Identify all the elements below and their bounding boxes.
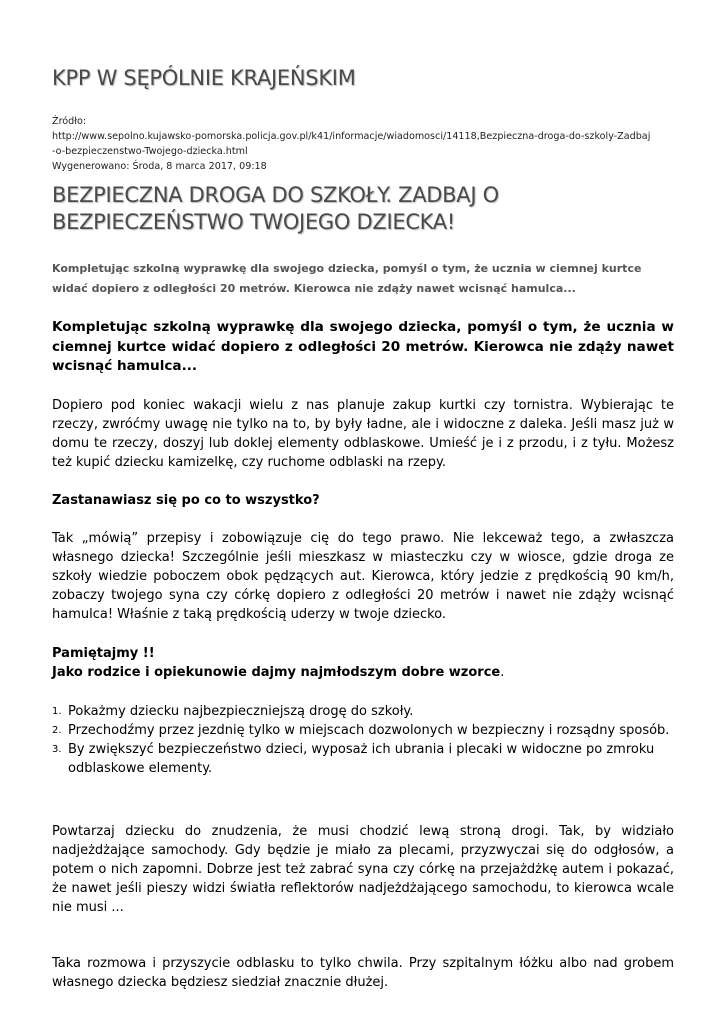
list-item — [52, 702, 674, 721]
source-url-line-2: -o-bezpieczenstwo-Twojego-dziecka.html — [52, 146, 248, 157]
list-text: By zwiększyć bezpieczeństwo dzieci, wyposaż ich ubrania i plecaki w widoczne po zmroku odblaskowe elementy. — [68, 741, 655, 776]
article-body — [52, 318, 674, 992]
source-url-line-1: http://www.sepolno.kujawsko-pomorska.policja.gov.pl/k41/informacje/wiadomosci/14118,Bezpieczna-droga-do-szkoly-Zadbaj — [52, 131, 651, 142]
list-item — [52, 721, 674, 740]
remember-heading: Pamiętajmy !! — [52, 645, 155, 661]
paragraph-left-side: Powtarzaj dziecku do znudzenia, że musi chodzić lewą stroną drogi. Tak, by widziało nadjeżdżające samochody. Gdy będzie je miało za plecami, przyzwyczai się do odgłosów, a potem o nich zapomni. Dobrze jest też zabrać syna czy córkę na przejażdżkę autem i pokazać, że nawet jeśli pieszy widzi światła reflektorów nadjeżdżającego samochodu, to kierowca wcale nie musi ... — [52, 823, 674, 915]
list-number: 3. — [52, 743, 62, 755]
list-number: 1. — [52, 705, 62, 717]
remember-line — [52, 663, 674, 682]
source-meta — [52, 114, 682, 174]
generated-date: Wygenerowano: Środa, 8 marca 2017, 09:18 — [52, 161, 267, 172]
article-title: BEZPIECZNA DROGA DO SZKOŁY. ZADBAJ O BEZPIECZEŃSTWO TWOJEGO DZIECKA! — [52, 183, 499, 234]
paragraph-reflective-gear: Dopiero pod koniec wakacji wielu z nas planuje zakup kurtki czy tornistra. Wybierając te rzeczy, zwróćmy uwagę nie tylko na to, by były ładne, ale i widoczne z daleka. Jeśli masz już w domu te rzeczy, doszyj lub doklej elementy odblaskowe. Umieść je i z przodu, i z tyłu. Możesz też kupić dziecku kamizelkę, czy ruchome odblaski na rzepy. — [52, 397, 674, 470]
list-number: 2. — [52, 724, 62, 736]
remember-period: . — [500, 664, 505, 680]
site-title: KPP W SĘPÓLNIE KRAJEŃSKIM — [52, 66, 356, 90]
list-text: Pokażmy dziecku najbezpieczniejszą drogę do szkoły. — [68, 703, 414, 719]
remember-text: Jako rodzice i opiekunowie dajmy najmłodszym dobre wzorce — [52, 664, 501, 680]
bold-lead-paragraph: Kompletując szkolną wyprawkę dla swojego dziecka, pomyśl o tym, że ucznia w ciemnej kurtce widać dopiero z odległości 20 metrów. Kierowca nie zdąży nawet wcisnąć hamulca... — [52, 319, 674, 374]
paragraph-law: Tak „mówią” przepisy i zobowiązuje cię do tego prawo. Nie lekceważ tego, a zwłaszcza własnego dziecka! Szczególnie jeśli mieszkasz w miasteczku czy w wiosce, gdzie droga ze szkoły wiedzie poboczem obok pędzących aut. Kierowca, który jedzie z prędkością 90 km/h, zobaczy twojego syna czy córkę dopiero z odległości 20 metrów i nawet nie zdąży wcisnąć hamulca! Właśnie z taką prędkością uderzy w twoje dziecko. — [52, 530, 674, 622]
list-text: Przechodźmy przez jezdnię tylko w miejscach dozwolonych w bezpieczny i rozsądny sposób. — [68, 722, 670, 738]
reminders-list — [52, 702, 674, 778]
question-heading: Zastanawiasz się po co to wszystko? — [52, 492, 320, 508]
source-label: Źródło: — [52, 116, 87, 127]
list-item — [52, 740, 674, 778]
paragraph-conclusion: Taka rozmowa i przyszycie odblasku to tylko chwila. Przy szpitalnym łóżku albo nad grobem własnego dziecka będziesz siedział znacznie dłużej. — [52, 955, 674, 990]
article-lead: Kompletując szkolną wyprawkę dla swojego dziecka, pomyśl o tym, że ucznia w ciemnej kurtce widać dopiero z odległości 20 metrów. Kierowca nie zdąży nawet wcisnąć hamulca... — [52, 262, 642, 295]
